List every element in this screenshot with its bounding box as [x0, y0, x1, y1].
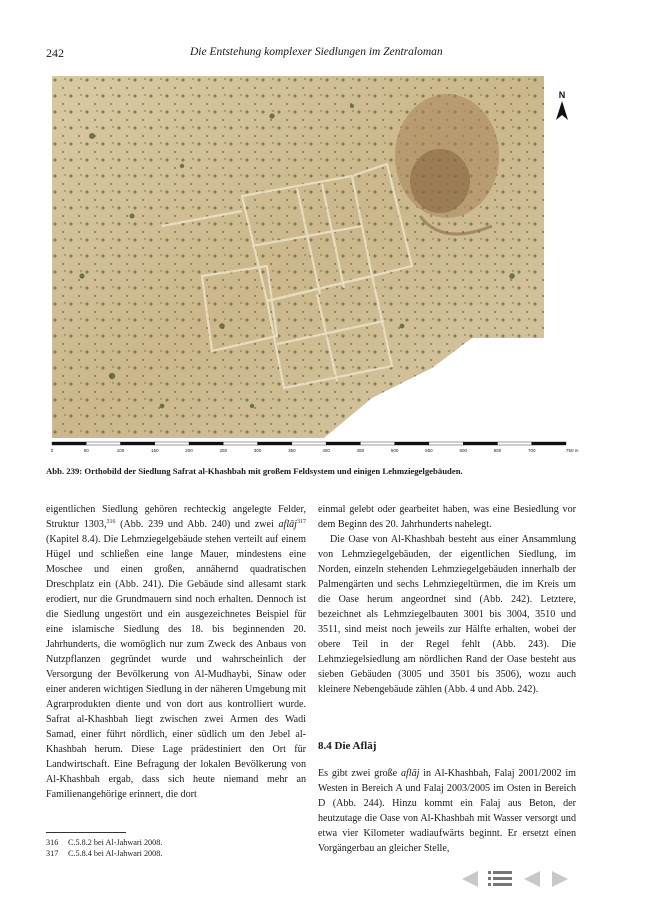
- scale-tick-label: 100: [116, 448, 125, 453]
- footnote-316: [46, 837, 162, 848]
- scale-tick-label: 600: [459, 448, 467, 453]
- text-span: in Al-Khashbah, Falaj 2001/2002 im Westen in Bereich A und Falaj 2003/2005 im Osten in Bereich D (Abb. 244). Hinzu kommt ein Falaj aus Beton, der heutzutage die Oase von Al-Khashbah mit Wasser versorgt und etwa vier Kilometer wadiaufwärts beginnt. Er ersetzt einen Vorgängerbau an gleicher Stelle,: [318, 768, 576, 854]
- scale-segment: [532, 442, 566, 445]
- scale-segment: [326, 442, 360, 445]
- scale-segment: [258, 442, 292, 445]
- scale-segment: [223, 442, 257, 445]
- footnote-text: C.5.8.4 bei Al-Jahwari 2008.: [68, 849, 163, 858]
- scale-segment: [292, 442, 326, 445]
- scale-segment: [497, 442, 531, 445]
- first-page-icon[interactable]: [458, 870, 480, 888]
- scale-segment: [155, 442, 189, 445]
- scale-tick-label: 750 m: [566, 448, 579, 453]
- scale-segment: [121, 442, 155, 445]
- prev-page-icon[interactable]: [520, 870, 542, 888]
- toc-list-icon[interactable]: [488, 869, 512, 889]
- section-title: 8.4 Die Aflāj: [318, 740, 377, 752]
- page-number: 242: [46, 46, 64, 60]
- footnote-ref-316[interactable]: 316: [106, 519, 116, 525]
- scale-segment: [463, 442, 497, 445]
- scale-segment: [429, 442, 463, 445]
- scale-tick-label: 300: [253, 448, 262, 453]
- scale-segment: [360, 442, 394, 445]
- scale-tick-label: 250: [219, 448, 228, 453]
- text-span: (Kapitel 8.4). Die Lehmziegelgebäude stehen verteilt auf einem Hügel und schließen eine lange Mauer, mindestens eine Moschee und einen großen, annähernd quadratischen Dreschplatz ein (Abb. 241). Die Gebäude sind allesamt stark erodiert, nur die Grundmauern sind noch erhalten. Dennoch ist die Siedlung ungestört und ein ausgezeichnetes Beispiel für eine islamische Siedlung des 18. bis beginnenden 20. Jahrhunderts, die womöglich nur zum Zweck des Anbaus von Nutzpflanzen gegründet wurde und wahrscheinlich der Versorgung der Bevölkerung von Al-Mudhaybi, Sinaw oder einer anderen wichtigen Siedlung in der näheren Umgebung mit Agrarprodukten diente und von dort aus kontrolliert wurde. Safrat al-Khashbah liegt zwischen zwei Armen des Wadi Samad, einer führt nördlich, einer südlich um den Jebel al-Khashbah herum. Diese Lage prädestiniert den Ort für Landwirtschaft. Eine Befragung der lokalen Bevölkerung von Al-Khashbah ergab, dass sich heute niemand mehr an Familienangehörige erinnert, die dort: [46, 534, 306, 800]
- orthophoto-image: [52, 76, 544, 438]
- scale-tick-label: 500: [390, 448, 399, 453]
- text-span: eigentlichen Siedlung gehören rechteckig angelegte Felder, Struktur 1303,: [46, 504, 306, 530]
- footnote-317: [46, 848, 162, 859]
- scale-tick-label: 0: [50, 448, 54, 453]
- text-span: Es gibt zwei große: [318, 768, 401, 779]
- italic-term: aflāj: [278, 519, 297, 530]
- footnote-rule: [46, 832, 126, 833]
- north-label: N: [558, 90, 566, 100]
- scale-tick-label: 400: [322, 448, 330, 453]
- scale-segment: [395, 442, 429, 445]
- right-paragraph-2: Die Oase von Al-Khashbah besteht aus einer Ansammlung von Lehmziegelgebäuden, der eigentlichen Siedlung, im Norden, einzeln stehenden Lehmziegelgebäuden innerhalb der Palmengärten und sechs Lehmziegeltürmen, die im Kreis um die Oase herum angeordnet sind (Abb. 242). Letztere, bezeichnet als Lehmziegelbauten 3001 bis 3004, 3510 und 3511, sind meist noch jeweils zur Hälfte erhalten, wobei der obere Teil in der Regel fehlt (Abb. 243). Die Lehmziegelsiedlung am nördlichen Rand der Oase besteht aus sieben Gebäuden (3005 und 3501 bis 3506), wozu auch kleinere Nebengebäude zählen (Abb. 4 und Abb. 242).: [318, 534, 576, 695]
- text-span: (Abb. 239 und Abb. 240) und zwei: [115, 519, 279, 530]
- scale-segment: [86, 442, 120, 445]
- figure-caption: Abb. 239: Orthobild der Siedlung Safrat al-Khashbah mit großem Feldsystem und einigen Lehmziegelgebäuden.: [46, 466, 463, 476]
- scale-tick-label: 450: [356, 448, 365, 453]
- scale-tick-label: 50: [83, 448, 89, 453]
- scale-tick-label: 150: [151, 448, 159, 453]
- running-title: Die Entstehung komplexer Siedlungen im Zentraloman: [190, 46, 443, 58]
- scale-bar: [46, 440, 588, 460]
- scale-tick-label: 650: [493, 448, 502, 453]
- italic-term: aflāj: [400, 768, 420, 779]
- footnote-number: 317: [46, 849, 59, 858]
- scale-tick-label: 550: [425, 448, 433, 453]
- footnote-text: C.5.8.2 bei Al-Jahwari 2008.: [68, 838, 163, 847]
- right-paragraph-1: einmal gelebt oder gearbeitet haben, was eine Besiedlung vor dem Beginn des 20. Jahrhunderts nahelegt.: [318, 504, 576, 530]
- next-page-icon[interactable]: [550, 870, 572, 888]
- scale-segment: [52, 442, 86, 445]
- scale-tick-label: 700: [527, 448, 536, 453]
- north-arrow-icon: [548, 88, 576, 122]
- scale-segment: [189, 442, 223, 445]
- left-column: [46, 502, 306, 802]
- footnote-number: 316: [46, 838, 59, 847]
- right-column: [318, 502, 576, 697]
- footnote-ref-317[interactable]: 317: [297, 519, 306, 525]
- section-paragraph: [318, 766, 576, 856]
- page-navigation: [458, 868, 578, 890]
- left-paragraph: [46, 502, 306, 802]
- scale-tick-label: 200: [185, 448, 193, 453]
- scale-tick-label: 350: [288, 448, 296, 453]
